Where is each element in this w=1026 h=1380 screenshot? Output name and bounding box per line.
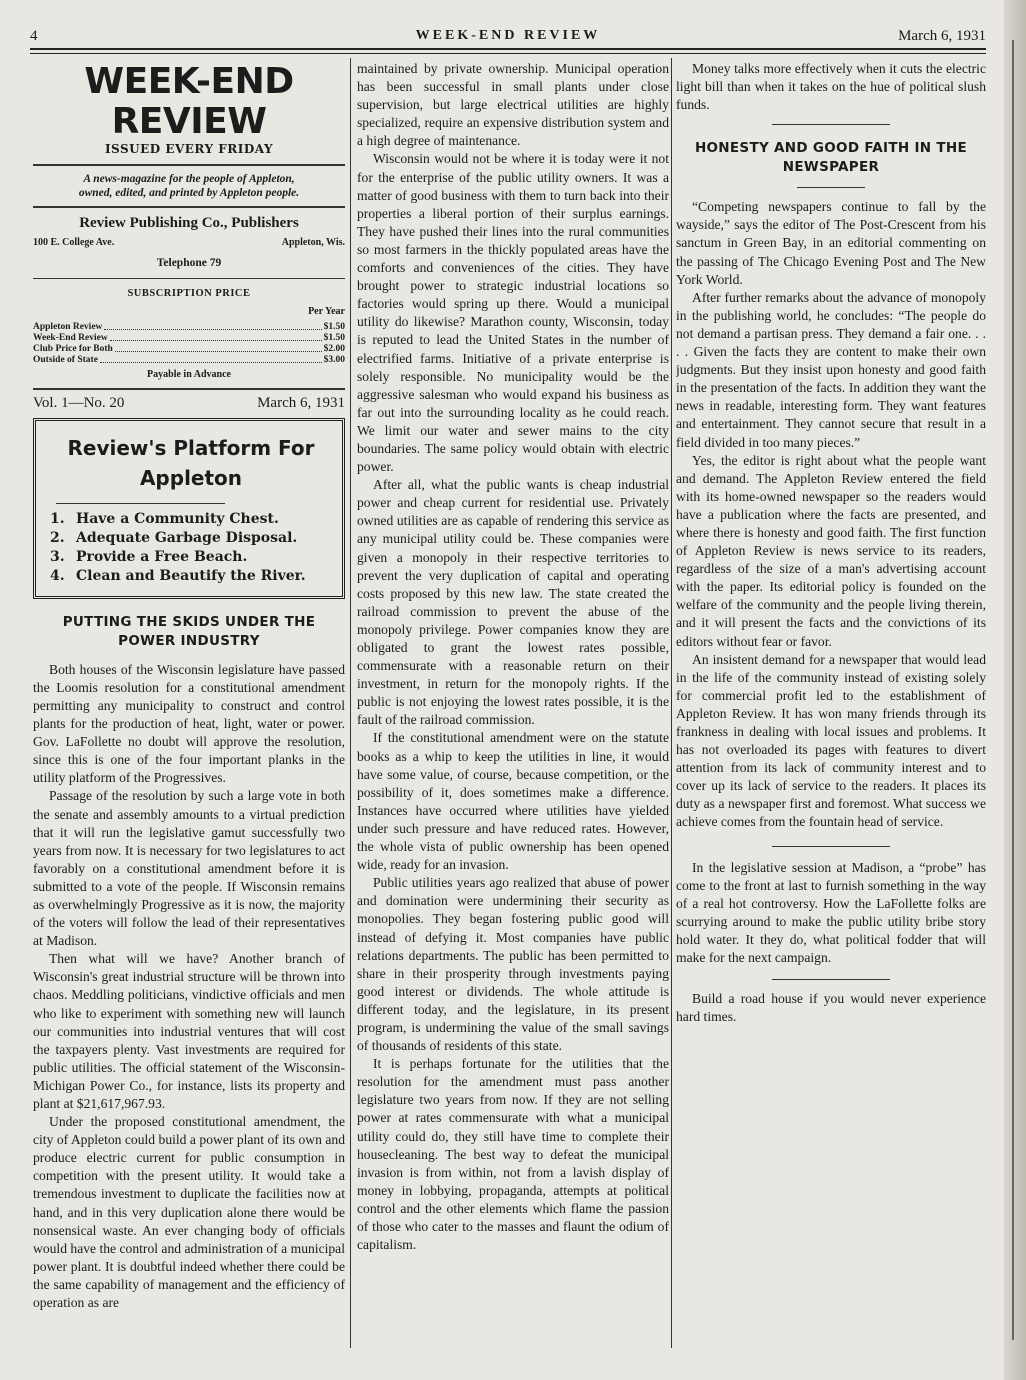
- price-row: [33, 333, 345, 344]
- masthead-title: WEEK-END REVIEW: [84, 61, 294, 142]
- price-value: $1.50: [323, 332, 345, 343]
- note-paragraph: Build a road house if you would never experience hard times.: [676, 991, 986, 1025]
- price-row: [33, 355, 345, 366]
- volume-number: Vol. 1—No. 20: [33, 394, 125, 411]
- masthead-rule: [33, 164, 345, 166]
- article-2-paragraph: An insistent demand for a newspaper that would lead in the life of the community instead of existing solely for commercial profit led to the establishment of Appleton Review. It has won many friends through its frankness in dealing with local issues and problems. It has not overloaded its pages with features to divert attention from its lack of community interest and to cover up its lack of service to the readers. It places its duty as a newspaper first and foremost. What success we achieve comes from the fountain head of service.: [676, 651, 986, 830]
- article-2-paragraph: Yes, the editor is right about what the people want and demand. The Appleton Review entered the field with its home-owned newspaper so the readers would have a publication where the facts are presented, and where there is honesty and good faith. The first function of Appleton Review is news service to its readers, regardless of the size of a man's advertising account with the paper. Its editorial policy is founded on the welfare of the community and the people living therein, and it will present the facts and the convictions of its editors without fear or favor.: [676, 452, 986, 649]
- payable-note: Payable in Advance: [147, 368, 231, 380]
- note-paragraph: In the legislative session at Madison, a “probe” has come to the front at last to furnish something in the way of a real hot controversy. How the LaFollette folks are scurrying around to make the public utility bribe story hold water. It they do, what political fodder that will make for the next campaign.: [676, 859, 986, 966]
- article-1-paragraph: Money talks more effectively when it cuts the electric light bill than when it takes on the hue of political slush funds.: [676, 61, 986, 113]
- price-label: Appleton Review: [33, 321, 103, 332]
- platform-item-number: 2.: [50, 529, 65, 546]
- subscription-heading: SUBSCRIPTION PRICE: [127, 288, 251, 300]
- volume-date: March 6, 1931: [257, 394, 345, 411]
- headline-rule: [797, 187, 865, 188]
- platform-item: [50, 529, 332, 548]
- masthead-tagline-1: A news-magazine for the people of Appleton,: [83, 173, 295, 186]
- platform-title-1: Review's Platform For: [67, 435, 315, 460]
- platform-list: [50, 510, 332, 586]
- masthead-tagline-2: owned, edited, and printed by Appleton people.: [78, 187, 300, 200]
- masthead-rule: [33, 388, 345, 390]
- running-head-title: WEEK-END REVIEW: [415, 28, 601, 43]
- platform-title-2: Appleton: [139, 465, 243, 490]
- price-label: Outside of State: [33, 354, 98, 365]
- column-2: [357, 60, 669, 1350]
- masthead-rule: [33, 278, 345, 279]
- masthead-rule: [33, 206, 345, 208]
- price-value: $3.00: [323, 354, 345, 365]
- article-1-paragraph: It is perhaps fortunate for the utilities that the resolution for the amendment must pass another legislature two years from now. If they are not selling power at rates commensurate with what a municipal utility could do, they still have time to complete their housecleaning. The best way to defeat the municipal invasion is from within, not from a lavish display of money in lobbying, propaganda, attempts at political control and the other elements which flame the passion of those who cater to the masses and flaunt the odium of capitalism.: [357, 1056, 669, 1253]
- volume-line: [33, 394, 345, 412]
- running-head-date: March 6, 1931: [898, 28, 986, 44]
- column-divider-2: [671, 58, 672, 1348]
- article-1-paragraph: If the constitutional amendment were on the statute books as a whip to keep the utilities in line, it would have some value, of course, because competition, or the possibility of it, does sometimes make a difference. Instances have occurred where utilities have yielded under such pressure and have reduced rates. However, the whole vista of public ownership has been opened wide, ready for an invasion.: [357, 730, 669, 873]
- page-edge: [1004, 0, 1026, 1380]
- platform-item-text: Clean and Beautify the River.: [76, 567, 306, 584]
- column-1: [33, 60, 345, 1350]
- platform-item-text: Provide a Free Beach.: [76, 548, 248, 565]
- article-2-headline: HONESTY AND GOOD FAITH IN THE NEWSPAPER: [694, 140, 968, 176]
- article-1-headline: PUTTING THE SKIDS UNDER THE POWER INDUSTRY: [62, 613, 316, 649]
- platform-item-text: Adequate Garbage Disposal.: [76, 529, 298, 546]
- article-2-paragraph: “Competing newspapers continue to fall by the wayside,” says the editor of The Post-Crescent from his sanctum in Green Bay, in an editorial commenting on the passing of The Chicago Evening Post and The New York World.: [676, 199, 986, 287]
- price-list: [33, 322, 345, 366]
- article-1-paragraph: Passage of the resolution by such a large vote in both the senate and assembly amounts to a virtual prediction that it will run the legislative gamut successfully two years from now. It is necessary for two legislatures to act favorably on a constitutional amendment before it is submitted to a vote of the people. If Wisconsin remains as overwhelmingly Progressive as it is now, the majority of the voters will follow the lead of their representatives at Madison.: [33, 788, 345, 949]
- article-2-paragraph: After further remarks about the advance of monopoly in the publishing world, he concludes: “The people do not demand a partisan press. They demand a fair one. . . . . Given the facts they are content to make their own judgments. But they insist upon honesty and good faith in the presentation of the facts. In addition they want the news in readable, interesting form. They want features and entertainment. They cannot secure that result in a field divided in too many pieces.”: [676, 289, 986, 450]
- platform-item-number: 3.: [50, 548, 65, 565]
- article-1-paragraph: Both houses of the Wisconsin legislature have passed the Loomis resolution for a constitutional amendment permitting any municipality to construct and control plants for the production of heat, light, water or power. Gov. LaFollette no doubt will approve the resolution, since this is one of the four important planks in the utility platform of the Progressives.: [33, 661, 345, 786]
- publisher-name: Review Publishing Co., Publishers: [79, 215, 299, 232]
- article-1-paragraph: Under the proposed constitutional amendment, the city of Appleton could build a power plant of its own and produce electric current for public consumption in competition with the present utility. It would take a tremendous investment to duplicate the facilities now at hand, and in this very duplication alone there would be nonsensical waste. An ever changing body of officials would have the control and administration of a municipal power plant. It is doubtful indeed whether there could be the same capability of management and the efficiency of operation as are: [33, 1114, 345, 1311]
- platform-box: [33, 418, 345, 599]
- telephone: Telephone 79: [156, 257, 222, 270]
- per-year-label: Per Year: [308, 306, 345, 318]
- city: Appleton, Wis.: [281, 237, 345, 249]
- article-1-paragraph: Public utilities years ago realized that abuse of power and domination were undermining their security as monopolies. They began fostering public good will instead of defying it. Most companies have public relations departments. The public has been permitted to share in their prosperity through investments paying good interest or dividends. The whole attitude is different today, and the legislature, in its present program, is undermining the value of the small savings of thousands of residents of this state.: [357, 875, 669, 1054]
- page-number: 4: [30, 28, 38, 44]
- masthead: [33, 62, 345, 412]
- header-rule: [30, 48, 986, 50]
- running-head: [30, 26, 986, 48]
- platform-item-number: 4.: [50, 567, 65, 584]
- platform-item: [50, 510, 332, 529]
- publisher-address: [33, 234, 345, 252]
- article-separator: [772, 979, 890, 980]
- platform-item: [50, 548, 332, 567]
- header-rule-thin: [30, 53, 986, 54]
- price-value: $1.50: [323, 321, 345, 332]
- price-label: Week-End Review: [33, 332, 108, 343]
- masthead-issued: ISSUED EVERY FRIDAY: [104, 142, 274, 156]
- column-3: [676, 60, 986, 1350]
- price-value: $2.00: [323, 343, 345, 354]
- article-separator: [772, 846, 890, 847]
- column-divider-1: [350, 58, 351, 1348]
- street-address: 100 E. College Ave.: [33, 237, 115, 249]
- article-1-paragraph: Then what will we have? Another branch of Wisconsin's great industrial structure will be thrown into chaos. Meddling politicians, vindictive officials and men who like to experiment with something new will launch our communities into industrial ventures that will cost the taxpayers plenty. Vast investments are required for public utilities. The official statement of the Wisconsin-Michigan Power Co., for instance, lists its property and plant at $21,617,967.93.: [33, 951, 345, 1111]
- price-label: Club Price for Both: [33, 343, 113, 354]
- price-row: [33, 322, 345, 333]
- price-row: [33, 344, 345, 355]
- platform-item-text: Have a Community Chest.: [76, 510, 279, 527]
- article-1-paragraph: After all, what the public wants is cheap industrial power and cheap current for residential use. Privately owned utilities are as capable of rendering this service as any municipal utility could be. These companies were given a monopoly in their respective territories to prevent the very duplication of capital and operating costs proposed by this new law. The state created the railroad commission to prevent the abuse of the monopoly privilege. Power companies know they are obligated to grant the lowest rates possible, commensurate with a reasonable return on their investment, in return for the monopoly rights. If the public is not enjoying the lowest rates possible, it is the fault of the railroad commission.: [357, 477, 669, 728]
- platform-item-number: 1.: [50, 510, 65, 527]
- platform-rule: [56, 503, 225, 504]
- article-separator: [772, 124, 890, 125]
- platform-item: [50, 567, 332, 586]
- article-1-paragraph: Wisconsin would not be where it is today were it not for the enterprise of the public utility owners. It was a matter of good business with them to turn back into their properties a liberal portion of their surplus earnings. They have pushed their lines into the rural communities so most farmers in the thickly populated areas have the comforts and conveniences of the cities. They have brought power to strategic industrial locations so factories would spring up there. Would a municipal utility do likewise? Marathon county, Wisconsin, today is reputed to lead the United States in the number of electrified farms. Initiative of a private enterprise is solely responsible. No municipality would be the aggressive salesman who would expand his business as far out into the surrounding locality as he could reach. We limit our water and sewer mains to the city boundaries. The same policy would obtain with electric power.: [357, 151, 669, 475]
- article-1-paragraph: maintained by private ownership. Municipal operation has been successful in small plants under close supervision, but large electrical utilities are highly specialized, require an expensive distribution system and a high degree of maintenance.: [357, 61, 669, 149]
